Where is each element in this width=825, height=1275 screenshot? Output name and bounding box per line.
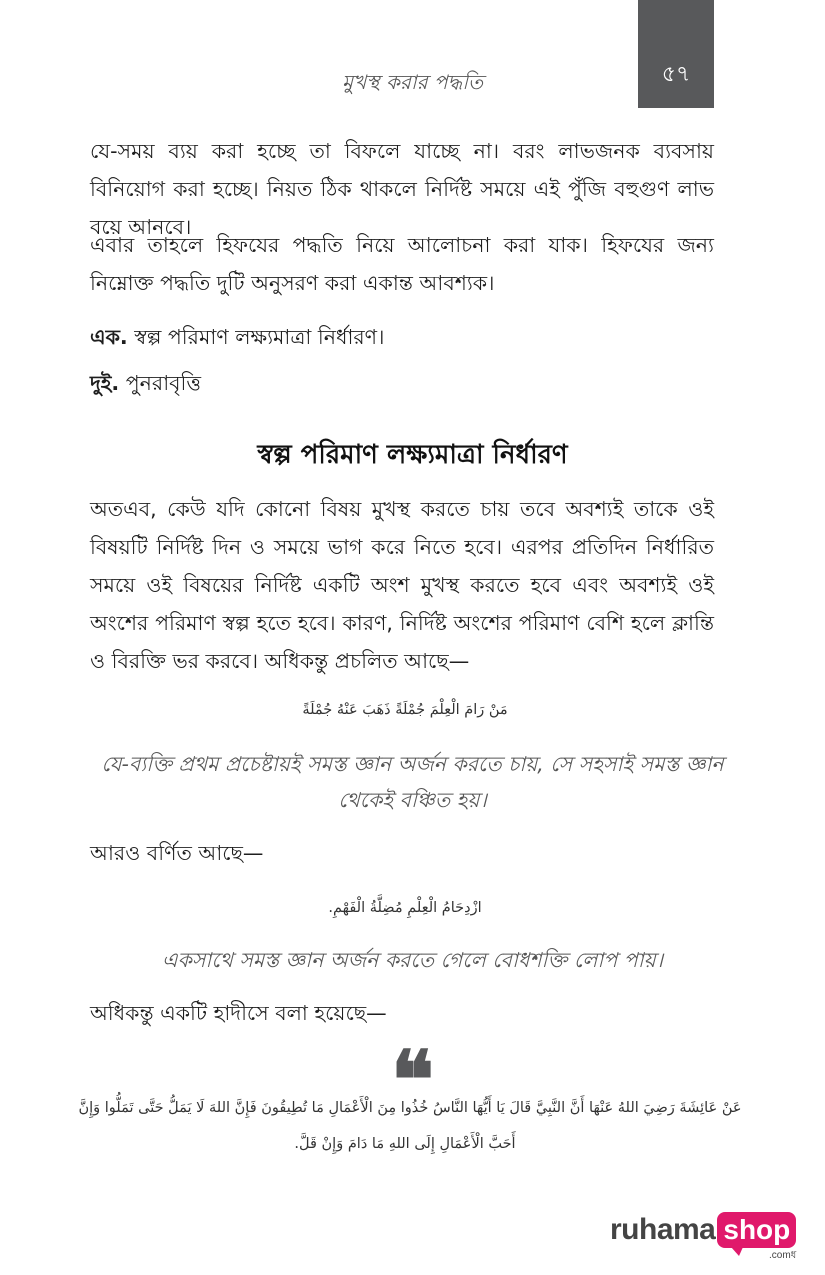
method-2-text: পুনরাবৃত্তি bbox=[125, 371, 202, 395]
method-item-2 bbox=[90, 368, 201, 402]
running-header-title: মুখস্থ করার পদ্ধতি bbox=[342, 70, 483, 94]
intro-line-2: আরও বর্ণিত আছে— bbox=[90, 841, 264, 865]
translation-2: একসাথে সমস্ত জ্ঞান অর্জন করতে গেলে বোধশক্তি লোপ পায়। bbox=[161, 948, 664, 972]
hadith-line-2: أَحَبَّ الْأَعْمَالِ إِلَى اللهِ مَا دَامَ وَإِنْ قَلَّ. bbox=[294, 1136, 516, 1152]
method-1-text: স্বল্প পরিমাণ লক্ষ্যমাত্রা নির্ধারণ। bbox=[134, 325, 385, 349]
translation-1: যে-ব্যক্তি প্রথম প্রচেষ্টায়ই সমস্ত জ্ঞান অর্জন করতে চায়, সে সহসাই সমস্ত জ্ঞান থেকেই বঞ্চিত হয়। bbox=[101, 752, 724, 812]
paragraph-2: এবার তাহলে হিফযের পদ্ধতি নিয়ে আলোচনা করা যাক। হিফযের জন্য নিম্নোক্ত পদ্ধতি দুটি অনুসরণ করা একান্ত আবশ্যক। bbox=[90, 233, 714, 295]
paragraph-1: যে-সময় ব্যয় করা হচ্ছে তা বিফলে যাচ্ছে না। বরং লাভজনক ব্যবসায় বিনিয়োগ করা হচ্ছে। নিয়ত ঠিক থাকলে নির্দিষ্ট সময়ে এই পুঁজি বহুগুণ লাভ বয়ে আনবে। bbox=[90, 139, 714, 239]
hadith-line-1: عَنْ عَائِشَةَ رَضِيَ اللهُ عَنْهَا أَنَّ النَّبِيَّ قَالَ يَا أَيُّهَا النَّاسُ خُذُوا مِنَ الْأَعْمَالِ مَا تُطِيقُونَ فَإِنَّ اللهَ لَا يَمَلُّ حَتَّى تَمَلُّوا وَإِنَّ bbox=[78, 1100, 742, 1116]
intro-line-3: অধিকন্তু একটি হাদীসে বলা হয়েছে— bbox=[90, 1001, 387, 1025]
logo-badge: shop bbox=[717, 1212, 796, 1248]
arabic-saying-2: ازْدِحَامُ الْعِلْمِ مُضِلَّةُ الْفَهْمِ. bbox=[328, 900, 482, 916]
paragraph-3: অতএব, কেউ যদি কোনো বিষয় মুখস্থ করতে চায় তবে অবশ্যই তাকে ওই বিষয়টি নির্দিষ্ট দিন ও সময়ে ভাগ করে নিতে হবে। এরপর প্রতিদিন নির্ধারিত সময়ে ওই বিষয়ের নির্দিষ্ট একটি অংশ মুখস্থ করতে হবে এবং অবশ্যই ওই অংশের পরিমাণ স্বল্প হতে হবে। কারণ, নির্দিষ্ট অংশের পরিমাণ বেশি হলে ক্লান্তি ও বিরক্তি ভর করবে। অধিকন্তু প্রচলিত আছে— bbox=[90, 497, 714, 673]
ruhamashop-logo bbox=[610, 1212, 796, 1262]
arabic-saying-1: مَنْ رَامَ الْعِلْمَ جُمْلَةً ذَهَبَ عَنْهُ جُمْلَةً bbox=[302, 702, 508, 718]
logo-word: ruhama bbox=[610, 1213, 716, 1246]
quote-mark-icon: ❝ bbox=[390, 1033, 435, 1127]
method-item-1 bbox=[90, 322, 384, 356]
method-1-label: এক. bbox=[90, 325, 128, 349]
logo-suffix: .comধ bbox=[768, 1250, 797, 1261]
page-number: ৫৭ bbox=[661, 62, 691, 87]
method-2-label: দুই. bbox=[90, 371, 120, 395]
section-heading: স্বল্প পরিমাণ লক্ষ্যমাত্রা নির্ধারণ bbox=[257, 440, 568, 470]
